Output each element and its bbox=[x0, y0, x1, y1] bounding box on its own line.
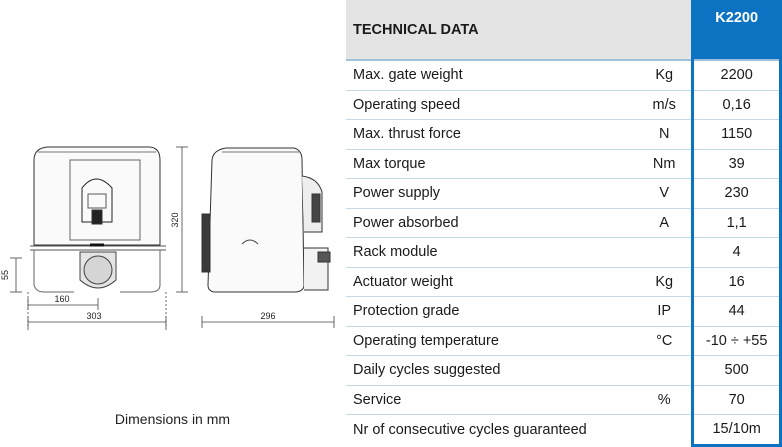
row-label: Operating speed bbox=[346, 90, 637, 120]
dim-offset: 160 bbox=[54, 294, 70, 304]
table-row bbox=[346, 208, 781, 238]
table-row bbox=[346, 415, 781, 446]
row-value: 1150 bbox=[693, 120, 781, 150]
row-value: 16 bbox=[693, 267, 781, 297]
table-row bbox=[346, 267, 781, 297]
row-label: Operating temperature bbox=[346, 326, 637, 356]
dim-depth: 296 bbox=[260, 311, 276, 321]
row-unit bbox=[637, 356, 693, 386]
row-value: 2200 bbox=[693, 60, 781, 90]
row-value: 500 bbox=[693, 356, 781, 386]
dim-width-front: 303 bbox=[86, 311, 102, 321]
table-row bbox=[346, 297, 781, 327]
row-unit: Nm bbox=[637, 149, 693, 179]
table-row bbox=[346, 60, 781, 90]
row-label: Nr of consecutive cycles guaranteed bbox=[353, 422, 587, 438]
row-value: -10 ÷ +55 bbox=[693, 326, 781, 356]
row-value: 1,1 bbox=[693, 208, 781, 238]
unit-header bbox=[637, 0, 693, 60]
table-row bbox=[346, 385, 781, 415]
row-label: Max. thrust force bbox=[346, 120, 637, 150]
row-unit: A bbox=[637, 208, 693, 238]
row-label: Protection grade bbox=[346, 297, 637, 327]
row-label: Power supply bbox=[346, 179, 637, 209]
row-unit: N bbox=[637, 120, 693, 150]
row-value: 4 bbox=[693, 238, 781, 268]
row-value: 44 bbox=[693, 297, 781, 327]
table-row bbox=[346, 90, 781, 120]
row-value: 15/10m bbox=[693, 415, 781, 446]
table-row bbox=[346, 120, 781, 150]
row-value: 230 bbox=[693, 179, 781, 209]
row-unit: % bbox=[637, 385, 693, 415]
row-value: 39 bbox=[693, 149, 781, 179]
table-header-row bbox=[346, 0, 781, 60]
side-view bbox=[202, 148, 330, 292]
table-row bbox=[346, 356, 781, 386]
row-unit bbox=[637, 415, 693, 446]
row-value: 70 bbox=[693, 385, 781, 415]
row-unit: m/s bbox=[637, 90, 693, 120]
row-label: Rack module bbox=[346, 238, 637, 268]
row-unit: IP bbox=[637, 297, 693, 327]
row-unit: Kg bbox=[637, 60, 693, 90]
table-row bbox=[346, 238, 781, 268]
dim-height: 320 bbox=[170, 212, 180, 228]
technical-data-table bbox=[346, 0, 782, 447]
table-row bbox=[346, 326, 781, 356]
dimension-drawing bbox=[0, 0, 345, 440]
row-label: Max torque bbox=[346, 149, 637, 179]
dim-low-height: 55 bbox=[0, 269, 10, 281]
row-unit: °C bbox=[637, 326, 693, 356]
table-title: TECHNICAL DATA bbox=[346, 0, 637, 60]
front-view bbox=[30, 147, 166, 292]
row-label: Power absorbed bbox=[346, 208, 637, 238]
row-label: Max. gate weight bbox=[346, 60, 637, 90]
row-label: Service bbox=[346, 385, 637, 415]
row-unit bbox=[637, 238, 693, 268]
row-unit: Kg bbox=[637, 267, 693, 297]
row-label: Daily cycles suggested bbox=[346, 356, 637, 386]
row-label: Actuator weight bbox=[346, 267, 637, 297]
table-row bbox=[346, 149, 781, 179]
row-value: 0,16 bbox=[693, 90, 781, 120]
model-header: K2200 bbox=[693, 0, 781, 60]
drawing-caption: Dimensions in mm bbox=[114, 411, 231, 427]
row-unit: V bbox=[637, 179, 693, 209]
table-row bbox=[346, 179, 781, 209]
